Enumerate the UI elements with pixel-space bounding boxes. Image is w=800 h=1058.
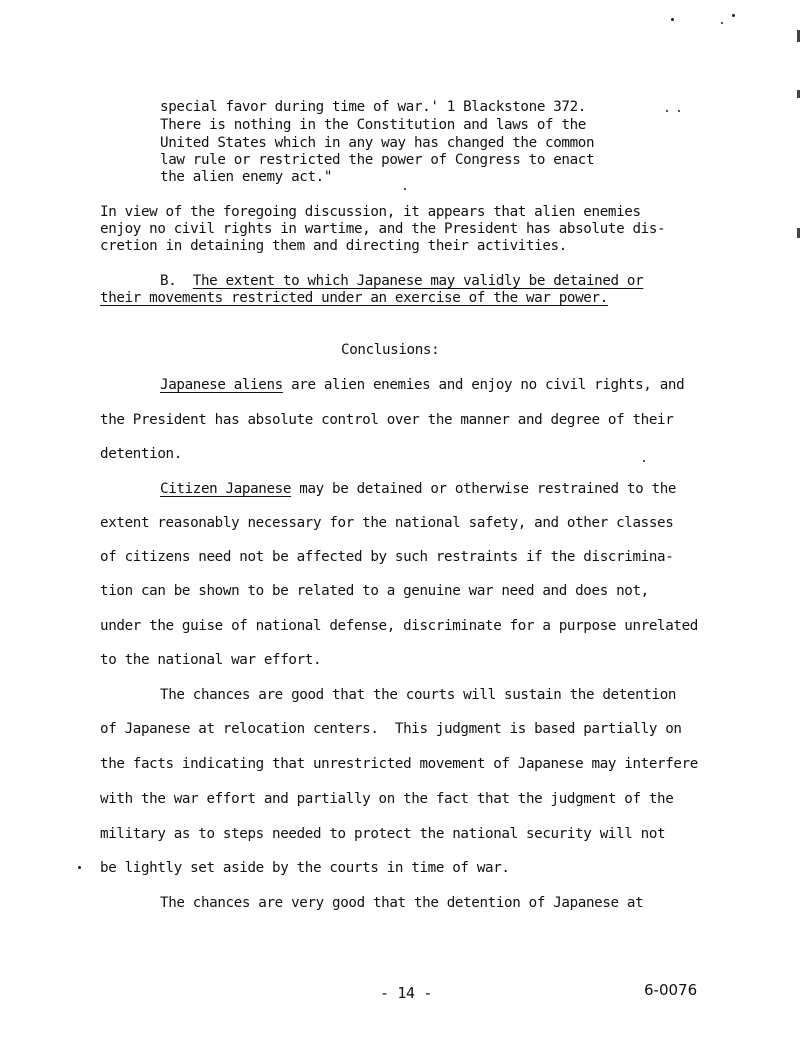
paragraph-line: of citizens need not be affected by such restraints if the discrimina- xyxy=(100,549,674,565)
scan-speck xyxy=(721,22,723,24)
aliens-lead: Japanese aliens xyxy=(160,377,283,393)
document-number: 6-0076 xyxy=(644,981,698,999)
section-b-line-2: their movements restricted under an exercise of the war power. xyxy=(100,290,608,306)
discussion-line: enjoy no civil rights in wartime, and the President has absolute dis- xyxy=(100,221,666,237)
scan-speck xyxy=(404,188,406,190)
paragraph-line: be lightly set aside by the courts in time of war. xyxy=(100,860,510,876)
aliens-first-line-rest: are alien enemies and enjoy no civil rights, and xyxy=(282,377,685,393)
scan-speck xyxy=(678,110,680,112)
quote-line: law rule or restricted the power of Congress to enact xyxy=(160,152,595,168)
section-b-label: B. xyxy=(160,273,177,289)
citizens-first-line-rest: may be detained or otherwise restrained to the xyxy=(291,481,677,497)
page-number: - 14 - xyxy=(380,984,433,1002)
quote-line: the alien enemy act." xyxy=(160,169,333,185)
paragraph-line: under the guise of national defense, discriminate for a purpose unrelated xyxy=(100,618,698,634)
citizens-lead: Citizen Japanese xyxy=(160,481,292,497)
paragraph-line: The chances are good that the courts will sustain the detention xyxy=(160,687,677,703)
scan-speck xyxy=(666,110,668,112)
paragraph-line: tion can be shown to be related to a genuine war need and does not, xyxy=(100,583,649,599)
section-b-title: The extent to which Japanese may validly be detained or xyxy=(192,273,644,289)
scan-speck xyxy=(643,460,645,462)
quote-line: United States which in any way has changed the common xyxy=(160,135,595,151)
paragraph-line: with the war effort and partially on the fact that the judgment of the xyxy=(100,791,674,807)
quote-line: There is nothing in the Constitution and laws of the xyxy=(160,117,586,133)
conclusions-heading: Conclusions: xyxy=(341,342,440,358)
section-b-line-1 xyxy=(160,272,643,290)
paragraph-line: extent reasonably necessary for the national safety, and other classes xyxy=(100,515,674,531)
paragraph-line: the facts indicating that unrestricted movement of Japanese may interfere xyxy=(100,756,698,772)
paragraph-line: of Japanese at relocation centers. This judgment is based partially on xyxy=(100,721,682,737)
paragraph-line: The chances are very good that the detention of Japanese at xyxy=(160,895,644,911)
scan-speck xyxy=(78,866,81,869)
paragraph-line: detention. xyxy=(100,446,182,462)
paragraph-line: to the national war effort. xyxy=(100,652,322,668)
paragraph-line: the President has absolute control over the manner and degree of their xyxy=(100,412,674,428)
discussion-line: cretion in detaining them and directing their activities. xyxy=(100,238,567,254)
paragraph-first-line xyxy=(160,480,676,498)
discussion-line: In view of the foregoing discussion, it appears that alien enemies xyxy=(100,204,641,220)
scan-speck xyxy=(732,14,735,17)
quote-line: special favor during time of war.' 1 Blackstone 372. xyxy=(160,99,586,115)
paragraph-line: military as to steps needed to protect the national security will not xyxy=(100,826,666,842)
scan-speck xyxy=(671,18,674,21)
paragraph-first-line xyxy=(160,376,684,394)
